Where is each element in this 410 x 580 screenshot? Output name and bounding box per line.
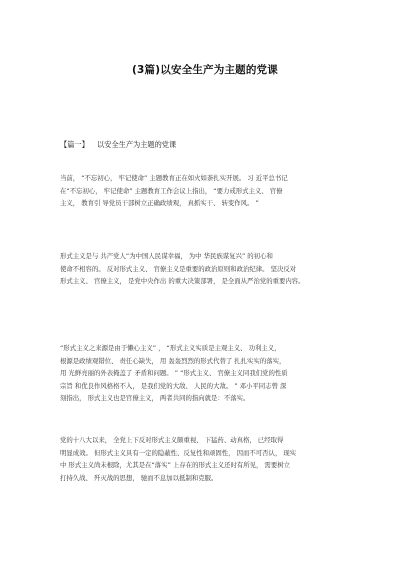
paragraph-4	[60, 434, 355, 484]
paragraph-line: 形式主义、 官僚主义， 是党中央作出 的重大决策部署， 是全面从严治党的重要内容。	[60, 277, 305, 285]
paragraph-line: 在“不忘初心， 牢记使命” 主题教育工作会议上指出， “要力戒形式主义、 官僚	[60, 186, 283, 195]
paragraph-line: 主义， 教育引 导党员干部树立正确政绩观， 真抓实干、 转变作风。 ”	[60, 199, 259, 207]
paragraph-line: 中 形式主义尚未根除，尤其是在“落实” 上存在的形式主义还时有所见， 需要树立	[60, 461, 290, 469]
paragraph-line: 刻指出， 形式主义也是官僚主义， 两者共同的指向就是：不落实。	[60, 394, 250, 402]
paragraph-line: 形式主义是与 共产党人“为中国人民谋幸福， 为中 华民族谋复兴” 的初心和	[60, 252, 273, 260]
paragraph-3	[60, 342, 355, 405]
paragraph-2	[60, 250, 355, 288]
document-title: (3篇)以安全生产为主题的党课	[132, 64, 278, 76]
paragraph-line: 使命不相容的。 反对形式主义、 官僚主义是重要的政治原则和政治纪律。 坚决反对	[60, 264, 297, 273]
section-tag: 【篇一】	[60, 140, 89, 149]
section-heading-text: 以安全生产为主题的党课	[97, 140, 177, 149]
paragraph-line: 明显成效。 但形式主义具有一定的隐蔽性、反复性和顽固性， 因而不可否认， 现实	[60, 448, 297, 457]
paragraph-line: 党的十八大以来， 全党上下反对形式主义颇重视、 下猛药、动真格， 已经取得	[60, 436, 284, 444]
paragraph-line: 当前， “不忘初心， 牢记使命” 主题教育正在如火如荼扎实开展。 习 近平总书记	[60, 174, 288, 182]
paragraph-line: “形式主义之来源是由于懒心主义” ， “形式主义实质是主观主义、 功利主义，	[60, 344, 281, 352]
paragraph-line: 宗旨 和优良作风格格不入， 是我们党的大敌、 人民的大敌。 ” 邓小平同志曾 深	[60, 381, 287, 390]
paragraph-line: 打持久战、 歼灭战的思想， 驰而不息加以抵制和克服。	[60, 473, 218, 482]
section-heading	[60, 140, 176, 150]
paragraph-line: 根源是政绩观错位、 责任心缺失， 用 轰轰烈烈的形式代替了 扎扎实实的落实，	[60, 356, 286, 365]
paragraph-1	[60, 172, 355, 210]
paragraph-line: 用 光鲜亮丽的外表掩盖了 矛盾和问题。 ” “形式主义、 官僚主义同我们党的性质	[60, 369, 288, 377]
